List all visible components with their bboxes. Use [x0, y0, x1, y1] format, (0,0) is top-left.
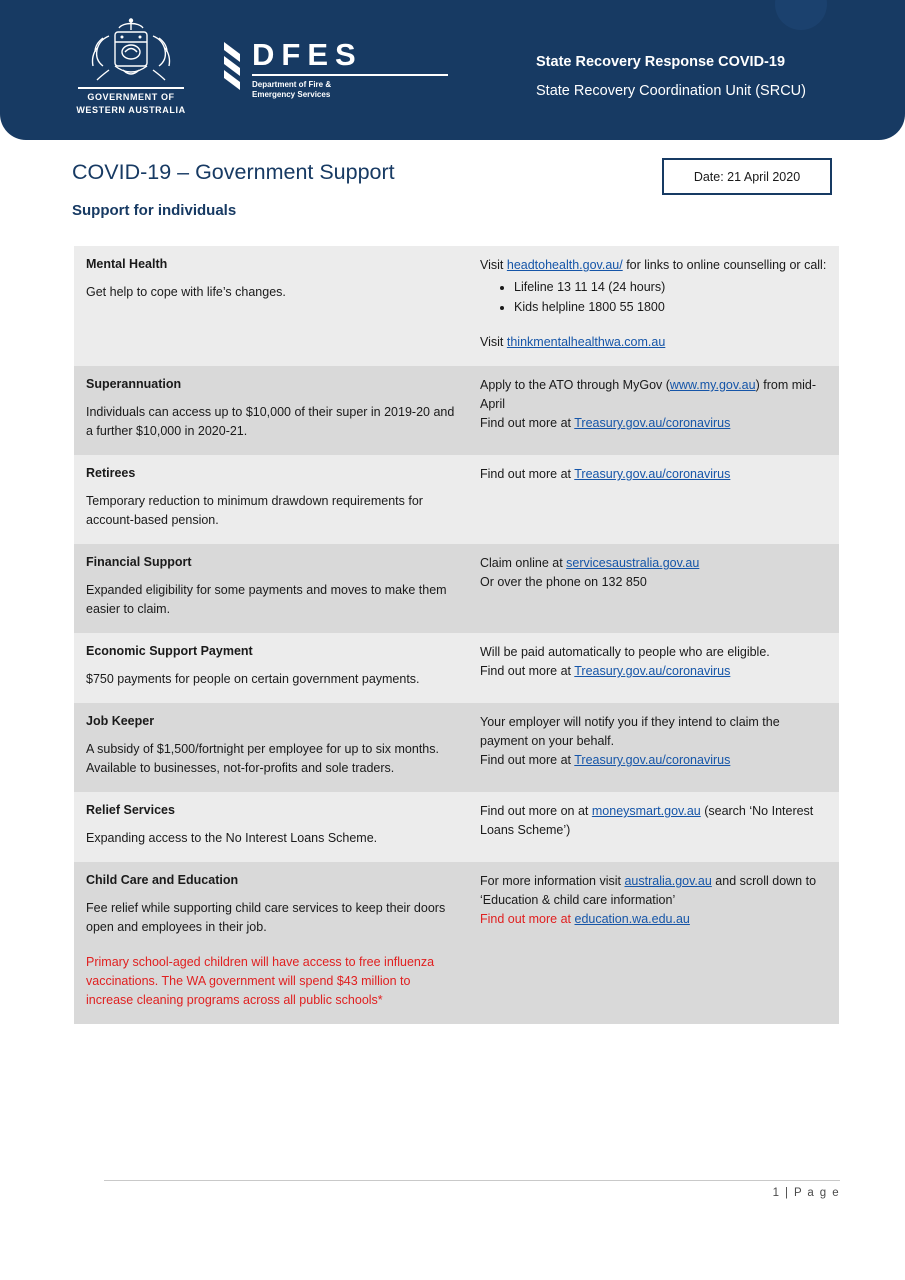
- action-link[interactable]: moneysmart.gov.au: [591, 804, 701, 818]
- action-link[interactable]: www.my.gov.au: [669, 378, 756, 392]
- list-item: • Kids helpline 1800 55 1800: [514, 297, 829, 317]
- table-cell-action: [474, 455, 839, 544]
- table-row: [74, 703, 839, 792]
- table-row: [74, 633, 839, 703]
- table-cell-topic: [74, 792, 474, 862]
- action-link[interactable]: australia.gov.au: [624, 874, 712, 888]
- dfes-subtitle-line-1: Department of Fire &: [252, 80, 332, 89]
- topic-heading: Economic Support Payment: [86, 644, 253, 658]
- action-link[interactable]: headtohealth.gov.au/: [506, 258, 623, 272]
- date-badge: Date: 21 April 2020: [662, 158, 832, 195]
- table-row: [74, 544, 839, 633]
- action-link[interactable]: thinkmentalhealthwa.com.au: [506, 335, 666, 349]
- table-cell-action: [474, 366, 839, 455]
- action-link[interactable]: education.wa.edu.au: [574, 912, 690, 926]
- action-text: Find out more at Treasury.gov.au/coronavirus: [480, 467, 731, 481]
- topic-description: Temporary reduction to minimum drawdown requirements for account-based pension.: [86, 494, 423, 527]
- topic-description: Get help to cope with life’s changes.: [86, 285, 286, 299]
- topic-heading: Mental Health: [86, 257, 168, 271]
- topic-heading: Superannuation: [86, 377, 182, 391]
- table-row: [74, 366, 839, 455]
- action-text-secondary: Find out more at Treasury.gov.au/coronavirus: [480, 753, 731, 767]
- action-text: Find out more on at moneysmart.gov.au (search ‘No Interest Loans Scheme’): [480, 804, 814, 837]
- topic-heading: Financial Support: [86, 555, 192, 569]
- topic-heading: Child Care and Education: [86, 873, 239, 887]
- page-number: 1 | P a g e: [772, 1187, 840, 1199]
- topic-description: $750 payments for people on certain government payments.: [86, 672, 420, 686]
- dfes-wordmark: DFES: [252, 37, 363, 72]
- action-link[interactable]: Treasury.gov.au/coronavirus: [574, 416, 731, 430]
- crest-divider: [78, 87, 184, 89]
- action-text: Apply to the ATO through MyGov (www.my.gov.au) from mid-April: [480, 378, 817, 411]
- dfes-logo: [222, 38, 452, 99]
- action-text: For more information visit australia.gov.au and scroll down to ‘Education & child care information’: [480, 874, 817, 907]
- table-cell-action: [474, 703, 839, 792]
- crest-line-2: WESTERN AUSTRALIA: [76, 104, 186, 115]
- topic-description: Fee relief while supporting child care services to keep their doors open and employees in their job.: [86, 901, 446, 934]
- table-cell-topic: [74, 246, 474, 366]
- action-link[interactable]: servicesaustralia.gov.au: [566, 556, 700, 570]
- table-cell-topic: [74, 703, 474, 792]
- table-cell-action: [474, 633, 839, 703]
- table-cell-action: [474, 544, 839, 633]
- action-text: Will be paid automatically to people who are eligible.: [480, 645, 770, 659]
- page-footer: [104, 1180, 840, 1199]
- section-title: Support for individuals: [72, 202, 237, 219]
- table-row: [74, 455, 839, 544]
- topic-heading: Relief Services: [86, 803, 175, 817]
- dfes-subtitle-line-2: Emergency Services: [252, 89, 331, 99]
- table-cell-topic: [74, 862, 474, 1024]
- dfes-divider: [252, 74, 448, 76]
- action-link[interactable]: Treasury.gov.au/coronavirus: [574, 664, 731, 678]
- crest-line-1: GOVERNMENT OF: [87, 91, 175, 102]
- action-text-secondary: Visit thinkmentalhealthwa.com.au: [480, 335, 666, 349]
- action-text-secondary: Find out more at Treasury.gov.au/coronavirus: [480, 416, 731, 430]
- action-link[interactable]: Treasury.gov.au/coronavirus: [574, 753, 731, 767]
- page-header: [0, 0, 905, 140]
- support-table: [74, 245, 839, 1024]
- table-row: [74, 862, 839, 1024]
- header-title-sub: State Recovery Coordination Unit (SRCU): [536, 83, 806, 99]
- list-item: • Lifeline 13 11 14 (24 hours): [514, 277, 829, 297]
- table-row: [74, 246, 839, 366]
- action-text: Your employer will notify you if they intend to claim the payment on your behalf.: [480, 715, 780, 748]
- topic-description: Individuals can access up to $10,000 of their super in 2019-20 and a further $10,000 in 2020-21.: [86, 405, 455, 438]
- topic-description: Expanded eligibility for some payments and moves to make them easier to claim.: [86, 583, 447, 616]
- action-text: Visit headtohealth.gov.au/ for links to online counselling or call:: [480, 258, 827, 272]
- table-cell-topic: [74, 366, 474, 455]
- topic-heading: Job Keeper: [86, 714, 155, 728]
- action-bullet-list: [514, 277, 829, 317]
- topic-heading: Retirees: [86, 466, 136, 480]
- table-cell-topic: [74, 633, 474, 703]
- action-text-secondary: Find out more at education.wa.edu.au: [480, 912, 690, 926]
- page-title: COVID-19 – Government Support: [72, 160, 395, 184]
- topic-description-highlight: Primary school-aged children will have access to free influenza vaccinations. The WA government will spend $43 million to increase cleaning programs across all public schools*: [86, 955, 435, 1007]
- table-cell-action: [474, 792, 839, 862]
- action-link[interactable]: Treasury.gov.au/coronavirus: [574, 467, 731, 481]
- header-title-block: [536, 53, 866, 102]
- dfes-chevron-icon: [222, 40, 244, 92]
- title-row: [0, 160, 905, 219]
- action-text-secondary: Or over the phone on 132 850: [480, 575, 647, 589]
- table-cell-topic: [74, 455, 474, 544]
- table-cell-topic: [74, 544, 474, 633]
- table-row: [74, 792, 839, 862]
- topic-description: A subsidy of $1,500/fortnight per employee for up to six months. Available to businesses, not-for-profits and sole traders.: [86, 742, 439, 775]
- wa-government-crest: [72, 18, 190, 126]
- table-cell-action: [474, 246, 839, 366]
- action-text: Claim online at servicesaustralia.gov.au: [480, 556, 700, 570]
- table-cell-action: [474, 862, 839, 1024]
- header-title-main: State Recovery Response COVID-19: [536, 54, 786, 70]
- action-text-secondary: Find out more at Treasury.gov.au/coronavirus: [480, 664, 731, 678]
- crest-icon: [79, 18, 183, 84]
- footer-divider: [104, 1180, 840, 1181]
- topic-description: Expanding access to the No Interest Loans Scheme.: [86, 831, 378, 845]
